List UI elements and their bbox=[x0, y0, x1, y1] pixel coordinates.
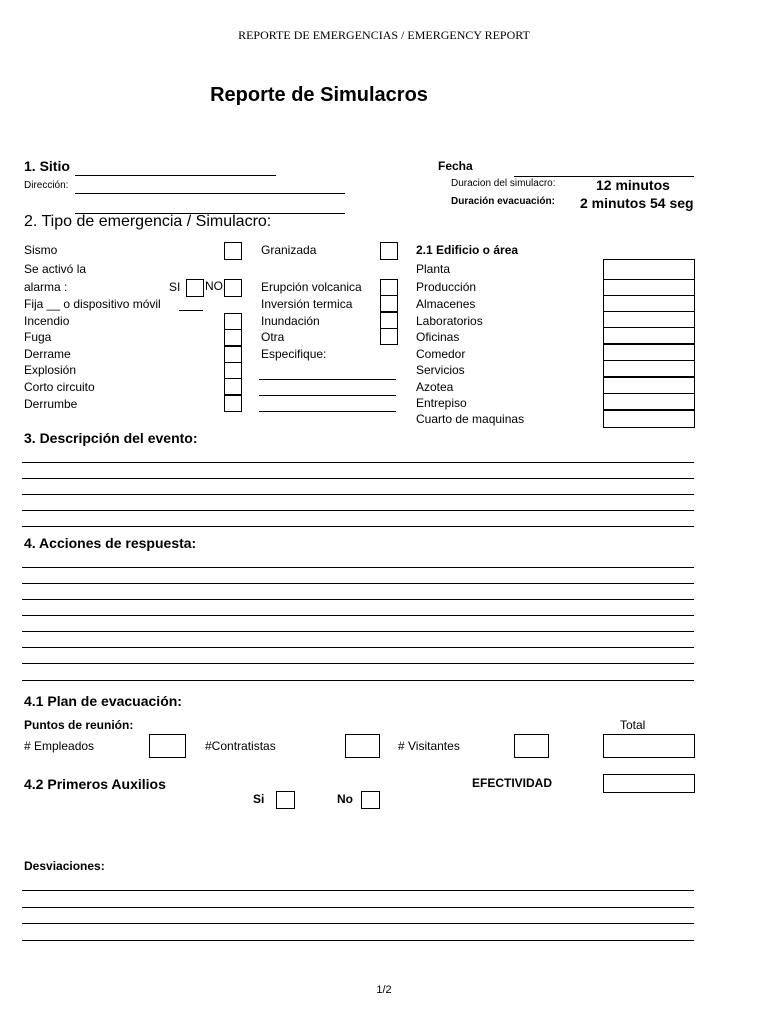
derrumbe-label: Derrumbe bbox=[24, 397, 78, 411]
direccion-label: Dirección: bbox=[24, 180, 69, 191]
granizada-label: Granizada bbox=[261, 243, 317, 257]
derrame-checkbox[interactable] bbox=[224, 346, 242, 363]
cuarto-maquinas-field[interactable] bbox=[603, 410, 695, 428]
desviaciones-label: Desviaciones: bbox=[24, 859, 105, 873]
acciones-line[interactable] bbox=[22, 647, 694, 648]
corto-circuito-checkbox[interactable] bbox=[224, 378, 242, 395]
cuarto-maquinas-label: Cuarto de maquinas bbox=[416, 412, 525, 426]
inundacion-label: Inundación bbox=[261, 314, 320, 328]
descripcion-line[interactable] bbox=[22, 462, 694, 463]
total-label: Total bbox=[620, 718, 646, 732]
acciones-line[interactable] bbox=[22, 680, 694, 681]
explosion-checkbox[interactable] bbox=[224, 362, 242, 379]
duracion-simulacro-label: Duracion del simulacro: bbox=[451, 178, 556, 189]
azotea-field[interactable] bbox=[603, 377, 695, 394]
alarma-no-checkbox[interactable] bbox=[224, 279, 242, 297]
inversion-checkbox[interactable] bbox=[380, 295, 398, 312]
visitantes-label: # Visitantes bbox=[398, 739, 460, 753]
alarma-label: alarma : bbox=[24, 280, 68, 294]
alarma-si-label: SI bbox=[169, 280, 181, 294]
descripcion-line[interactable] bbox=[22, 510, 694, 511]
especifique-field-2[interactable] bbox=[259, 395, 396, 396]
otra-checkbox[interactable] bbox=[380, 328, 398, 345]
almacenes-label: Almacenes bbox=[416, 297, 476, 311]
laboratorios-label: Laboratorios bbox=[416, 314, 483, 328]
comedor-label: Comedor bbox=[416, 347, 466, 361]
acciones-line[interactable] bbox=[22, 583, 694, 584]
primeros-auxilios-si-label: Si bbox=[253, 792, 265, 806]
explosion-label: Explosión bbox=[24, 363, 77, 377]
fuga-label: Fuga bbox=[24, 330, 52, 344]
efectividad-field[interactable] bbox=[603, 774, 695, 793]
servicios-label: Servicios bbox=[416, 363, 465, 377]
alarma-no-label: NO bbox=[205, 279, 223, 293]
empleados-label: # Empleados bbox=[24, 739, 95, 753]
inundacion-checkbox[interactable] bbox=[380, 312, 398, 329]
primeros-auxilios-si-checkbox[interactable] bbox=[276, 791, 295, 809]
sitio-label: 1. Sitio bbox=[24, 158, 70, 174]
desviaciones-line[interactable] bbox=[22, 890, 694, 891]
incendio-checkbox[interactable] bbox=[224, 313, 242, 330]
document-header: REPORTE DE EMERGENCIAS / EMERGENCY REPORT bbox=[238, 28, 530, 42]
comedor-field[interactable] bbox=[603, 344, 695, 361]
especifique-field-3[interactable] bbox=[259, 411, 396, 412]
puntos-reunion-label: Puntos de reunión: bbox=[24, 718, 134, 732]
entrepiso-label: Entrepiso bbox=[416, 396, 467, 410]
page-number: 1/2 bbox=[376, 984, 392, 996]
section42-title: 4.2 Primeros Auxilios bbox=[24, 776, 166, 792]
primeros-auxilios-no-checkbox[interactable] bbox=[361, 791, 380, 809]
duracion-evacuacion-value: 2 minutos 54 seg bbox=[580, 195, 694, 211]
sismo-checkbox[interactable] bbox=[224, 242, 242, 260]
visitantes-field[interactable] bbox=[514, 734, 549, 758]
almacenes-field[interactable] bbox=[603, 295, 695, 312]
inversion-label: Inversión termica bbox=[261, 297, 353, 311]
oficinas-label: Oficinas bbox=[416, 330, 460, 344]
produccion-field[interactable] bbox=[603, 279, 695, 296]
fija-label: Fija __ o dispositivo móvil bbox=[24, 297, 161, 311]
erupcion-checkbox[interactable] bbox=[380, 279, 398, 296]
section2-title: 2. Tipo de emergencia / Simulacro: bbox=[24, 213, 272, 230]
section3-title: 3. Descripción del evento: bbox=[24, 430, 198, 446]
acciones-line[interactable] bbox=[22, 599, 694, 600]
activo-la-label: Se activó la bbox=[24, 262, 87, 276]
alarma-si-checkbox[interactable] bbox=[186, 279, 204, 297]
desviaciones-line[interactable] bbox=[22, 907, 694, 908]
contratistas-field[interactable] bbox=[345, 734, 380, 758]
especifique-label: Especifique: bbox=[261, 347, 327, 361]
erupcion-label: Erupción volcanica bbox=[261, 280, 362, 294]
derrame-label: Derrame bbox=[24, 347, 71, 361]
acciones-line[interactable] bbox=[22, 631, 694, 632]
especifique-field-1[interactable] bbox=[259, 379, 396, 380]
empleados-field[interactable] bbox=[149, 734, 186, 758]
planta-field[interactable] bbox=[603, 259, 695, 280]
descripcion-line[interactable] bbox=[22, 494, 694, 495]
descripcion-line[interactable] bbox=[22, 478, 694, 479]
sitio-field[interactable] bbox=[75, 175, 276, 176]
section4-title: 4. Acciones de respuesta: bbox=[24, 535, 197, 551]
laboratorios-field[interactable] bbox=[603, 311, 695, 328]
oficinas-field[interactable] bbox=[603, 327, 695, 344]
duracion-evacuacion-label: Duración evacuación: bbox=[451, 196, 555, 207]
efectividad-label: EFECTIVIDAD bbox=[472, 776, 553, 790]
otra-label: Otra bbox=[261, 330, 285, 344]
desviaciones-line[interactable] bbox=[22, 923, 694, 924]
edificio-title: 2.1 Edificio o área bbox=[416, 243, 519, 257]
section41-title: 4.1 Plan de evacuación: bbox=[24, 693, 182, 709]
granizada-checkbox[interactable] bbox=[380, 242, 398, 260]
produccion-label: Producción bbox=[416, 280, 477, 294]
acciones-line[interactable] bbox=[22, 663, 694, 664]
page-title: Reporte de Simulacros bbox=[210, 84, 428, 106]
acciones-line[interactable] bbox=[22, 615, 694, 616]
acciones-line[interactable] bbox=[22, 567, 694, 568]
duracion-simulacro-value: 12 minutos bbox=[596, 177, 670, 193]
servicios-field[interactable] bbox=[603, 360, 695, 377]
entrepiso-field[interactable] bbox=[603, 393, 695, 410]
contratistas-label: #Contratistas bbox=[205, 739, 276, 753]
total-field[interactable] bbox=[603, 734, 695, 758]
fecha-label: Fecha bbox=[438, 159, 473, 173]
derrumbe-checkbox[interactable] bbox=[224, 395, 242, 412]
primeros-auxilios-no-label: No bbox=[337, 792, 353, 806]
descripcion-line[interactable] bbox=[22, 526, 694, 527]
planta-label: Planta bbox=[416, 262, 451, 276]
azotea-label: Azotea bbox=[416, 380, 454, 394]
sismo-label: Sismo bbox=[24, 243, 58, 257]
direccion-field-1[interactable] bbox=[75, 193, 345, 194]
fuga-checkbox[interactable] bbox=[224, 329, 242, 346]
desviaciones-line[interactable] bbox=[22, 940, 694, 941]
corto-circuito-label: Corto circuito bbox=[24, 380, 95, 394]
movil-field[interactable] bbox=[179, 310, 203, 311]
incendio-label: Incendio bbox=[24, 314, 70, 328]
